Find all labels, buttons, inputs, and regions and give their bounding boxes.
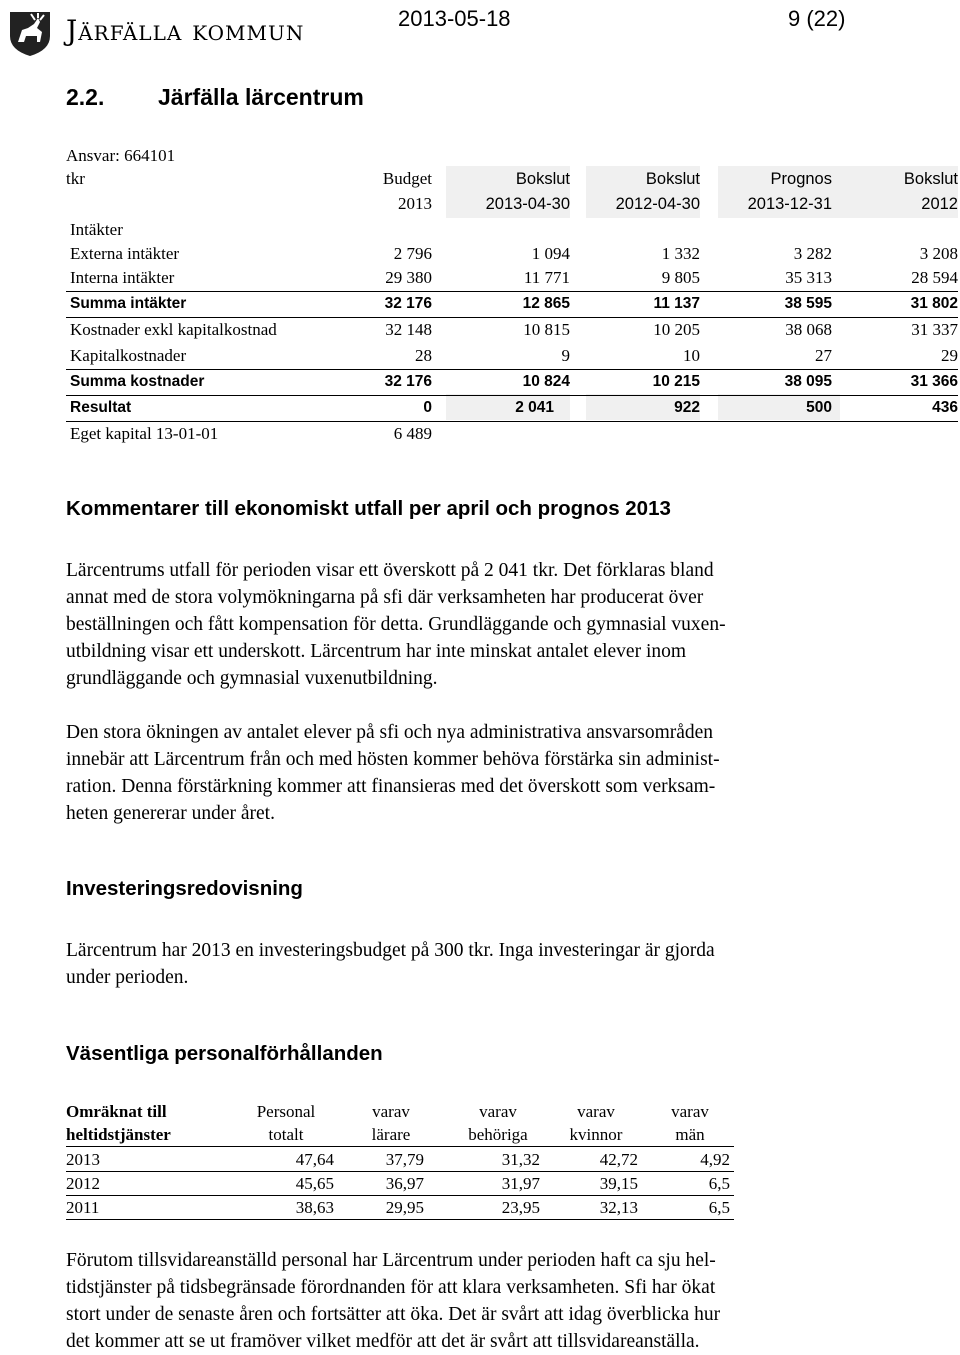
cell-value: 3 282	[793, 244, 832, 263]
cell-value: 922	[674, 399, 700, 416]
row-label: 2011	[66, 1198, 100, 1217]
cell-value: 37,79	[385, 1150, 424, 1169]
column-header: behöriga	[468, 1125, 528, 1144]
cell-value: 6,5	[708, 1198, 730, 1217]
column-header: Budget	[382, 169, 432, 188]
cell-value: 2 041	[515, 399, 554, 416]
column-header: män	[675, 1125, 705, 1144]
cell-value: 10 205	[653, 320, 700, 339]
column-header: varav	[479, 1102, 517, 1121]
cell-value: 3 208	[919, 244, 958, 263]
unit-label: tkr	[66, 169, 85, 188]
cell-value: 38 068	[785, 320, 832, 339]
comments-heading: Kommentarer till ekonomiskt utfall per april och prognos 2013	[66, 497, 671, 520]
section-label: Intäkter	[70, 220, 123, 239]
row-label: Interna intäkter	[70, 268, 175, 287]
column-header: Bokslut	[515, 170, 570, 188]
cell-value: 32 148	[385, 320, 432, 339]
text-line: stort under de senaste åren och fortsätter att öka. Det är svårt att idag överblicka hur	[66, 1304, 721, 1325]
cell-value: 23,95	[501, 1198, 540, 1217]
column-header: 2013	[398, 194, 432, 213]
column-header: 2012-04-30	[615, 195, 700, 213]
column-header: varav	[577, 1102, 615, 1121]
cell-value: 10	[683, 346, 700, 365]
column-header: 2013-12-31	[747, 195, 832, 213]
table-row	[66, 1172, 734, 1196]
section-number: 2.2.	[66, 84, 105, 110]
row-label: 2013	[66, 1150, 100, 1169]
comments-paragraph-1	[66, 557, 896, 692]
table-row	[66, 265, 958, 292]
cell-value: 32,13	[599, 1198, 638, 1217]
row-label: Kostnader exkl kapitalkostnad	[70, 320, 277, 339]
cell-value: 436	[932, 399, 958, 416]
column-header: totalt	[268, 1125, 304, 1144]
column-header: lärare	[371, 1125, 411, 1144]
row-label: Kapitalkostnader	[70, 346, 187, 365]
cell-value: 0	[423, 399, 432, 416]
text-line: innebär att Lärcentrum från och med hösten kommer behöva förstärka sin administ-	[66, 749, 720, 770]
cell-value: 39,15	[599, 1174, 638, 1193]
column-header: Personal	[256, 1102, 316, 1121]
cell-value: 11 137	[653, 295, 700, 312]
row-label: 2012	[66, 1174, 100, 1193]
investment-paragraph	[66, 937, 896, 991]
finance-header-row-2	[66, 191, 958, 217]
table-row	[66, 317, 958, 343]
finance-header-row-1	[66, 166, 958, 192]
cell-value: 42,72	[599, 1150, 638, 1169]
personnel-heading: Väsentliga personalförhållanden	[66, 1042, 383, 1065]
column-header: Bokslut	[645, 170, 700, 188]
cell-value: 6,5	[708, 1174, 730, 1193]
cell-value: 1 094	[531, 244, 570, 263]
table-row	[66, 1148, 734, 1172]
column-header: 2012	[921, 195, 958, 213]
row-label: Resultat	[70, 399, 132, 416]
cell-value: 27	[815, 346, 832, 365]
cell-value: 32 176	[384, 295, 432, 312]
personnel-paragraph	[66, 1247, 896, 1355]
cell-value: 38 595	[784, 295, 832, 312]
cell-value: 10 824	[522, 373, 570, 390]
cell-value: 9	[561, 346, 570, 365]
column-header: Omräknat till	[66, 1102, 167, 1121]
cell-value: 47,64	[295, 1150, 334, 1169]
cell-value: 45,65	[295, 1174, 334, 1193]
column-header: kvinnor	[569, 1125, 623, 1144]
cell-value: 31 802	[910, 295, 958, 312]
cell-value: 10 215	[652, 373, 700, 390]
cell-value: 35 313	[785, 268, 832, 287]
text-line: Den stora ökningen av antalet elever på sfi och nya administrativa ansvarsområden	[66, 722, 714, 743]
cell-value: 31 337	[911, 320, 958, 339]
row-label: Summa intäkter	[70, 295, 187, 312]
text-line: tidstjänster på tidsbegränsade förordnanden för att klara verksamheten. Sfi har ökat	[66, 1277, 716, 1298]
column-header: Bokslut	[903, 170, 958, 188]
municipality-logo	[4, 6, 56, 58]
cell-value: 500	[806, 399, 832, 416]
text-line: grundläggande och gymnasial vuxenutbildning.	[66, 668, 438, 689]
cell-value: 36,97	[385, 1174, 424, 1193]
row-label: Eget kapital 13-01-01	[70, 424, 219, 443]
column-header: heltidstjänster	[66, 1125, 171, 1144]
text-line: det kommer att se ut framöver vilket medför att det är svårt att tillsvidareanställa.	[66, 1331, 700, 1352]
text-line: heten genererar under året.	[66, 803, 275, 824]
cell-value: 12 865	[522, 295, 570, 312]
cell-value: 31 366	[910, 373, 958, 390]
text-line: utbildning visar ett underskott. Lärcentrum har inte minskat antalet elever inom	[66, 641, 687, 662]
org-name: Järfälla kommun	[66, 14, 305, 47]
cell-value: 32 176	[384, 373, 432, 390]
text-line: annat med de stora volymökningarna på sfi där verksamheten har producerat över	[66, 587, 704, 608]
row-label: Externa intäkter	[70, 244, 180, 263]
cell-value: 2 796	[393, 244, 432, 263]
cell-value: 10 815	[523, 320, 570, 339]
cell-value: 31,32	[501, 1150, 540, 1169]
cell-value: 1 332	[661, 244, 700, 263]
table-row-sum	[66, 369, 958, 396]
cell-value: 28	[415, 346, 432, 365]
cell-value: 38 095	[784, 373, 832, 390]
cell-value: 38,63	[295, 1198, 334, 1217]
cell-value: 6 489	[393, 424, 432, 443]
cell-value: 29	[941, 346, 958, 365]
section-label-row	[66, 217, 958, 243]
cell-value: 31,97	[501, 1174, 540, 1193]
section-title	[66, 84, 364, 111]
text-line: ration. Denna förstärkning kommer att finansieras med det överskott som verksam-	[66, 776, 716, 797]
text-line: beställningen och fått kompensation för detta. Grundläggande och gymnasial vuxen-	[66, 614, 726, 635]
column-header: varav	[671, 1102, 709, 1121]
table-row	[66, 421, 958, 447]
header-page-number: 9 (22)	[788, 6, 846, 31]
table-row	[66, 1196, 734, 1220]
cell-value: 29,95	[385, 1198, 424, 1217]
table-row	[66, 241, 958, 267]
table-row-result	[66, 395, 958, 422]
comments-paragraph-2	[66, 719, 896, 827]
column-header: Prognos	[770, 170, 832, 188]
text-line: Lärcentrums utfall för perioden visar ett överskott på 2 041 tkr. Det förklaras bland	[66, 560, 714, 581]
text-line: Förutom tillsvidareanställd personal har Lärcentrum under perioden haft ca sju hel-	[66, 1250, 716, 1271]
row-label: Summa kostnader	[70, 373, 205, 390]
cell-value: 4,92	[700, 1150, 730, 1169]
table-row	[66, 343, 958, 370]
column-header: varav	[372, 1102, 410, 1121]
header-date: 2013-05-18	[398, 6, 511, 31]
text-line: Lärcentrum har 2013 en investeringsbudget på 300 tkr. Inga investeringar är gjorda	[66, 940, 715, 961]
text-line: under perioden.	[66, 967, 189, 988]
ansvar-label: Ansvar: 664101	[66, 146, 176, 165]
cell-value: 9 805	[661, 268, 700, 287]
section-name: Järfälla lärcentrum	[158, 84, 364, 110]
investment-heading: Investeringsredovisning	[66, 877, 303, 900]
cell-value: 29 380	[385, 268, 432, 287]
cell-value: 28 594	[911, 268, 958, 287]
personnel-header-row	[66, 1100, 734, 1147]
table-row-sum	[66, 291, 958, 318]
column-header: 2013-04-30	[485, 195, 570, 213]
cell-value: 11 771	[523, 268, 570, 287]
